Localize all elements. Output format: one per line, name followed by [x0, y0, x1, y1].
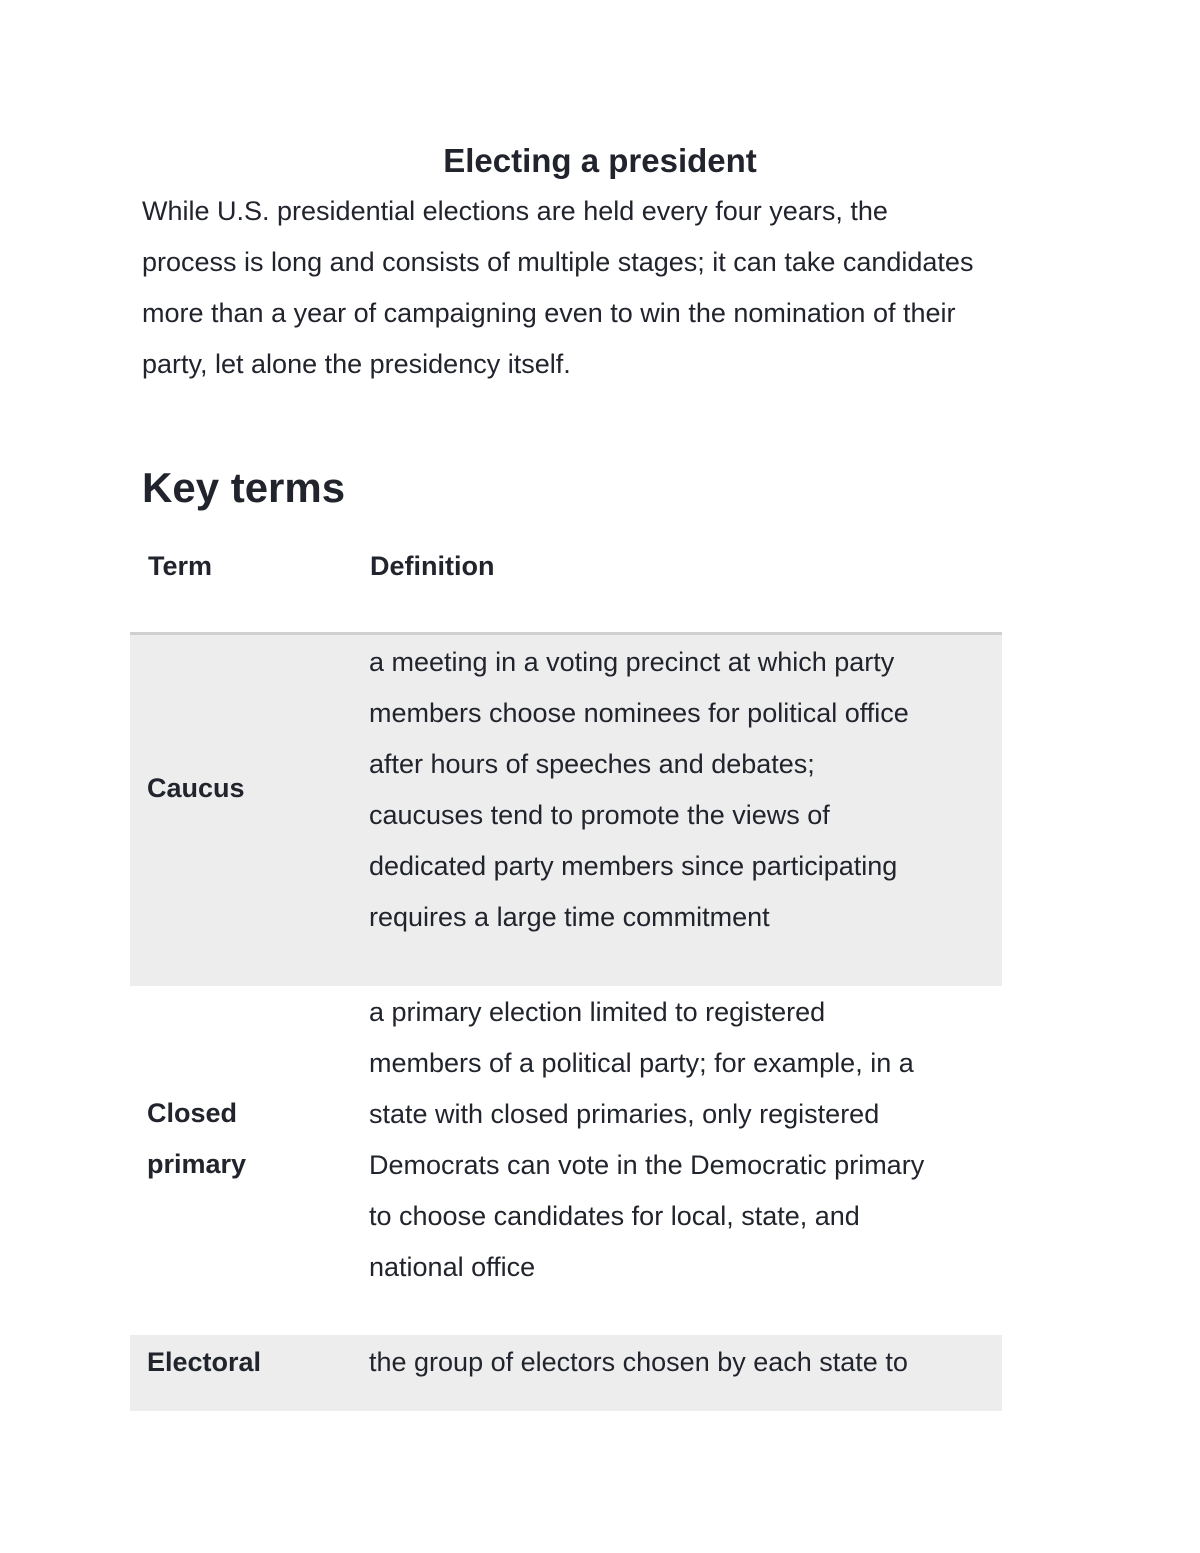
definition-line: dedicated party members since participating: [369, 851, 898, 881]
section-heading-key-terms: Key terms: [142, 464, 346, 511]
term-text: Electoral: [147, 1347, 262, 1377]
term-text: primary: [147, 1149, 247, 1179]
table-header: [130, 540, 1002, 635]
definition-line: to choose candidates for local, state, and: [369, 1201, 860, 1231]
term-cell: [147, 1337, 347, 1388]
intro-line: While U.S. presidential elections are held every four years, the: [142, 196, 888, 226]
definition-cell: [369, 1337, 989, 1388]
table-row-electoral: [130, 1335, 1002, 1411]
definition-cell: [369, 987, 989, 1293]
definition-line: members of a political party; for example, in a: [369, 1048, 914, 1078]
table-row-closed-primary: [130, 986, 1002, 1335]
column-header-definition: Definition: [370, 551, 495, 581]
term-cell: [147, 1088, 347, 1190]
definition-line: national office: [369, 1252, 536, 1282]
term-text: Closed: [147, 1098, 238, 1128]
page-title: Electing a president: [443, 142, 757, 179]
term-text: Caucus: [147, 773, 245, 803]
intro-paragraph: [142, 186, 1062, 390]
definition-line: after hours of speeches and debates;: [369, 749, 815, 779]
definition-line: a primary election limited to registered: [369, 997, 826, 1027]
intro-line: party, let alone the presidency itself.: [142, 349, 571, 379]
definition-line: state with closed primaries, only registered: [369, 1099, 880, 1129]
definition-line: caucuses tend to promote the views of: [369, 800, 830, 830]
column-header-term: Term: [148, 551, 213, 581]
definition-cell: [369, 637, 989, 943]
definition-line: requires a large time commitment: [369, 902, 770, 932]
table-row-caucus: [130, 635, 1002, 986]
intro-line: process is long and consists of multiple stages; it can take candidates: [142, 247, 974, 277]
definition-line: members choose nominees for political office: [369, 698, 909, 728]
definition-line: a meeting in a voting precinct at which party: [369, 647, 895, 677]
definition-line: the group of electors chosen by each state to: [369, 1347, 908, 1377]
term-cell: [147, 763, 347, 814]
definition-line: Democrats can vote in the Democratic primary: [369, 1150, 925, 1180]
intro-line: more than a year of campaigning even to win the nomination of their: [142, 298, 956, 328]
